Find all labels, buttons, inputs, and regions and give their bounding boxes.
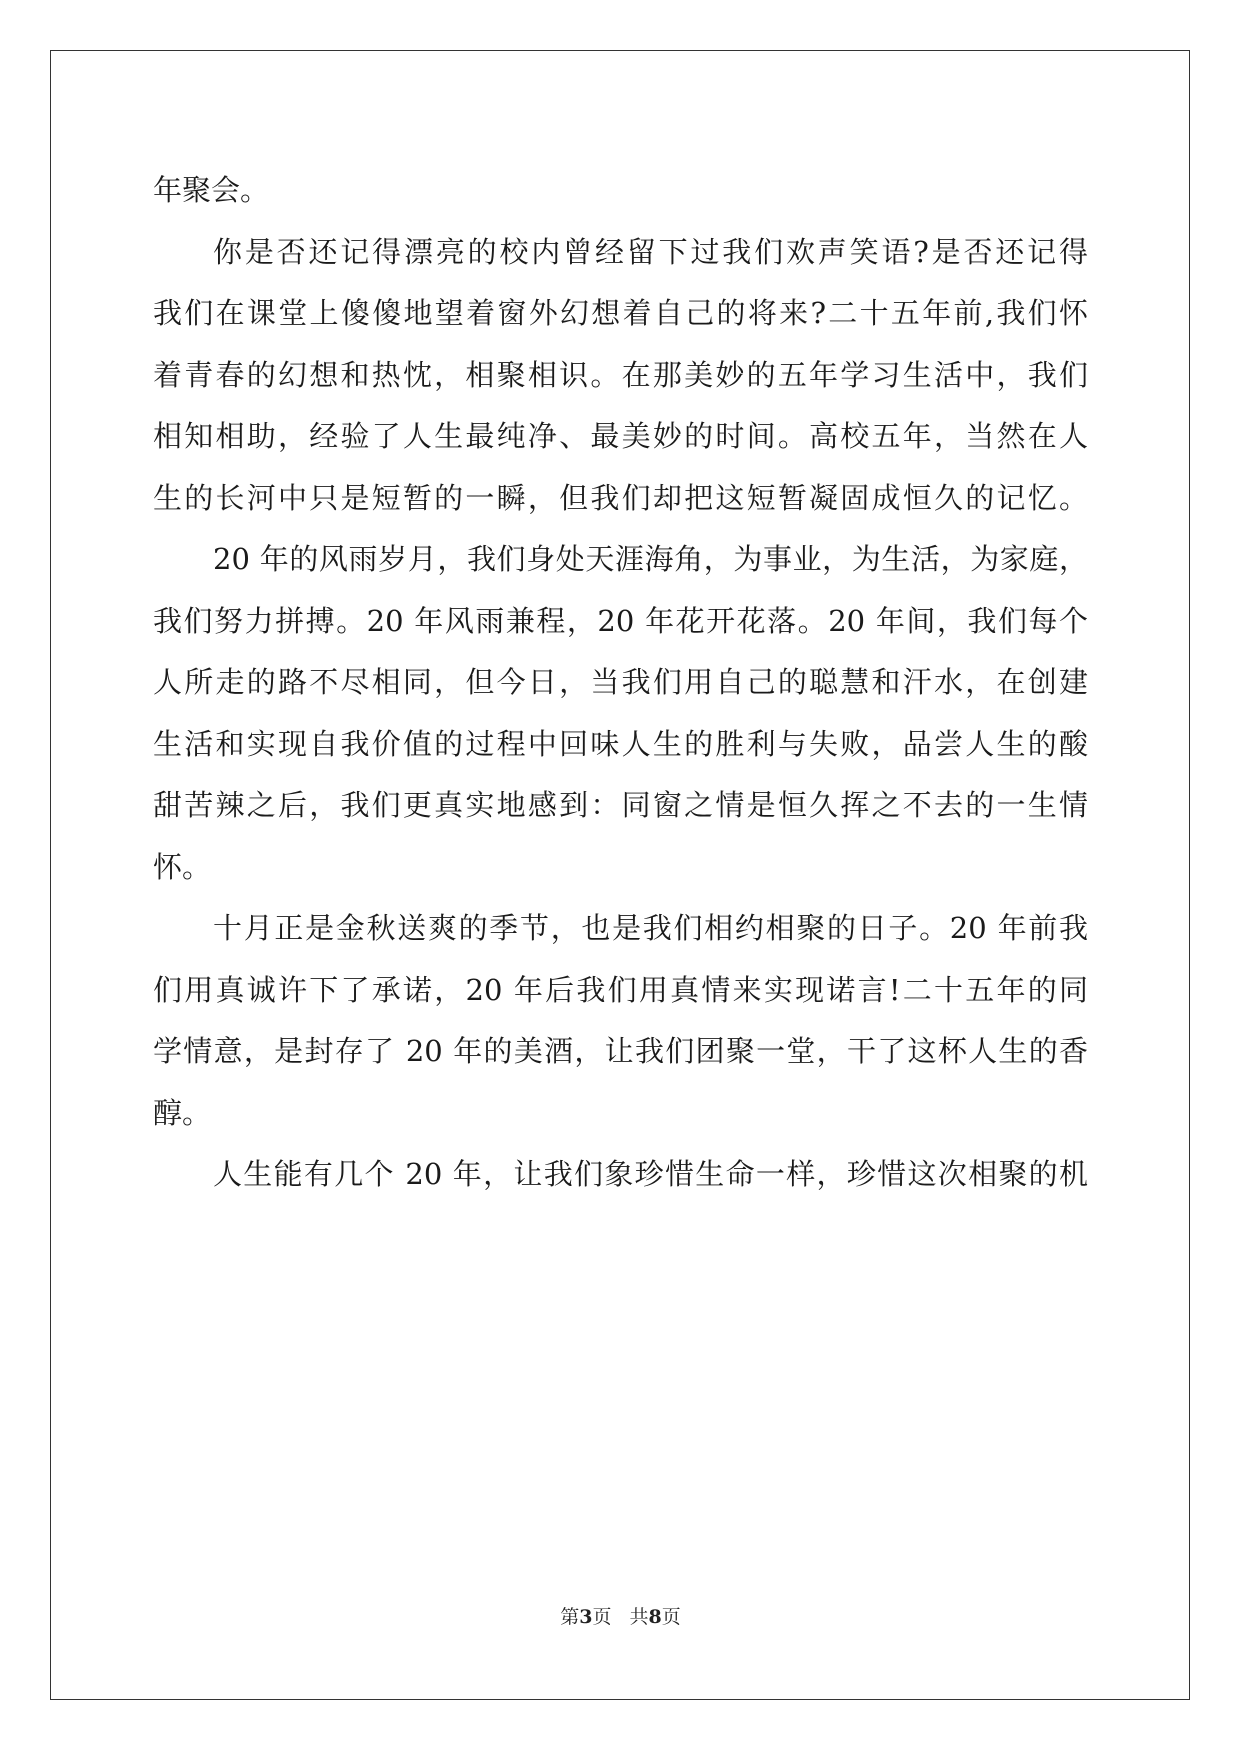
page-unit: 页 bbox=[592, 1606, 612, 1628]
text-line: 着青春的幻想和热忱，相聚相识。在那美妙的五年学习生活中，我们 bbox=[153, 357, 1088, 392]
total-unit: 页 bbox=[661, 1606, 681, 1628]
total-page-number: 8 bbox=[648, 1606, 662, 1628]
document-body bbox=[153, 160, 1088, 1206]
text-line: 年聚会。 bbox=[153, 173, 270, 207]
text-line: 十月正是金秋送爽的季节，也是我们相约相聚的日子。20 年前我 bbox=[213, 911, 1088, 945]
text-line: 20 年的风雨岁月，我们身处天涯海角，为事业，为生活，为家庭， bbox=[213, 542, 1088, 576]
text-line: 生活和实现自我价值的过程中回味人生的胜利与失败，品尝人生的酸 bbox=[153, 726, 1088, 761]
current-page-number: 3 bbox=[579, 1606, 593, 1628]
text-line: 人生能有几个 20 年，让我们象珍惜生命一样，珍惜这次相聚的机 bbox=[213, 1157, 1088, 1191]
text-line: 学情意，是封存了 20 年的美酒，让我们团聚一堂，干了这杯人生的香 bbox=[153, 1034, 1088, 1068]
text-line: 人所走的路不尽相同，但今日，当我们用自己的聪慧和汗水，在创建 bbox=[153, 665, 1088, 699]
page-prefix: 第 bbox=[560, 1606, 580, 1628]
text-line: 我们努力拼搏。20 年风雨兼程，20 年花开花落。20 年间，我们每个 bbox=[153, 603, 1088, 638]
text-line: 我们在课堂上傻傻地望着窗外幻想着自己的将来?二十五年前,我们怀 bbox=[153, 296, 1088, 330]
total-prefix: 共 bbox=[629, 1606, 649, 1628]
text-line: 甜苦辣之后，我们更真实地感到：同窗之情是恒久挥之不去的一生情 bbox=[153, 788, 1088, 822]
text-line: 们用真诚许下了承诺，20 年后我们用真情来实现诺言!二十五年的同 bbox=[153, 972, 1088, 1007]
text-line: 相知相助，经验了人生最纯净、最美妙的时间。高校五年，当然在人 bbox=[153, 419, 1088, 453]
text-line: 醇。 bbox=[153, 1095, 212, 1130]
text-line: 你是否还记得漂亮的校内曾经留下过我们欢声笑语?是否还记得 bbox=[213, 234, 1088, 269]
text-line: 生的长河中只是短暂的一瞬，但我们却把这短暂凝固成恒久的记忆。 bbox=[153, 480, 1088, 515]
text-line: 怀。 bbox=[153, 849, 212, 884]
page-footer bbox=[0, 1602, 1241, 1629]
